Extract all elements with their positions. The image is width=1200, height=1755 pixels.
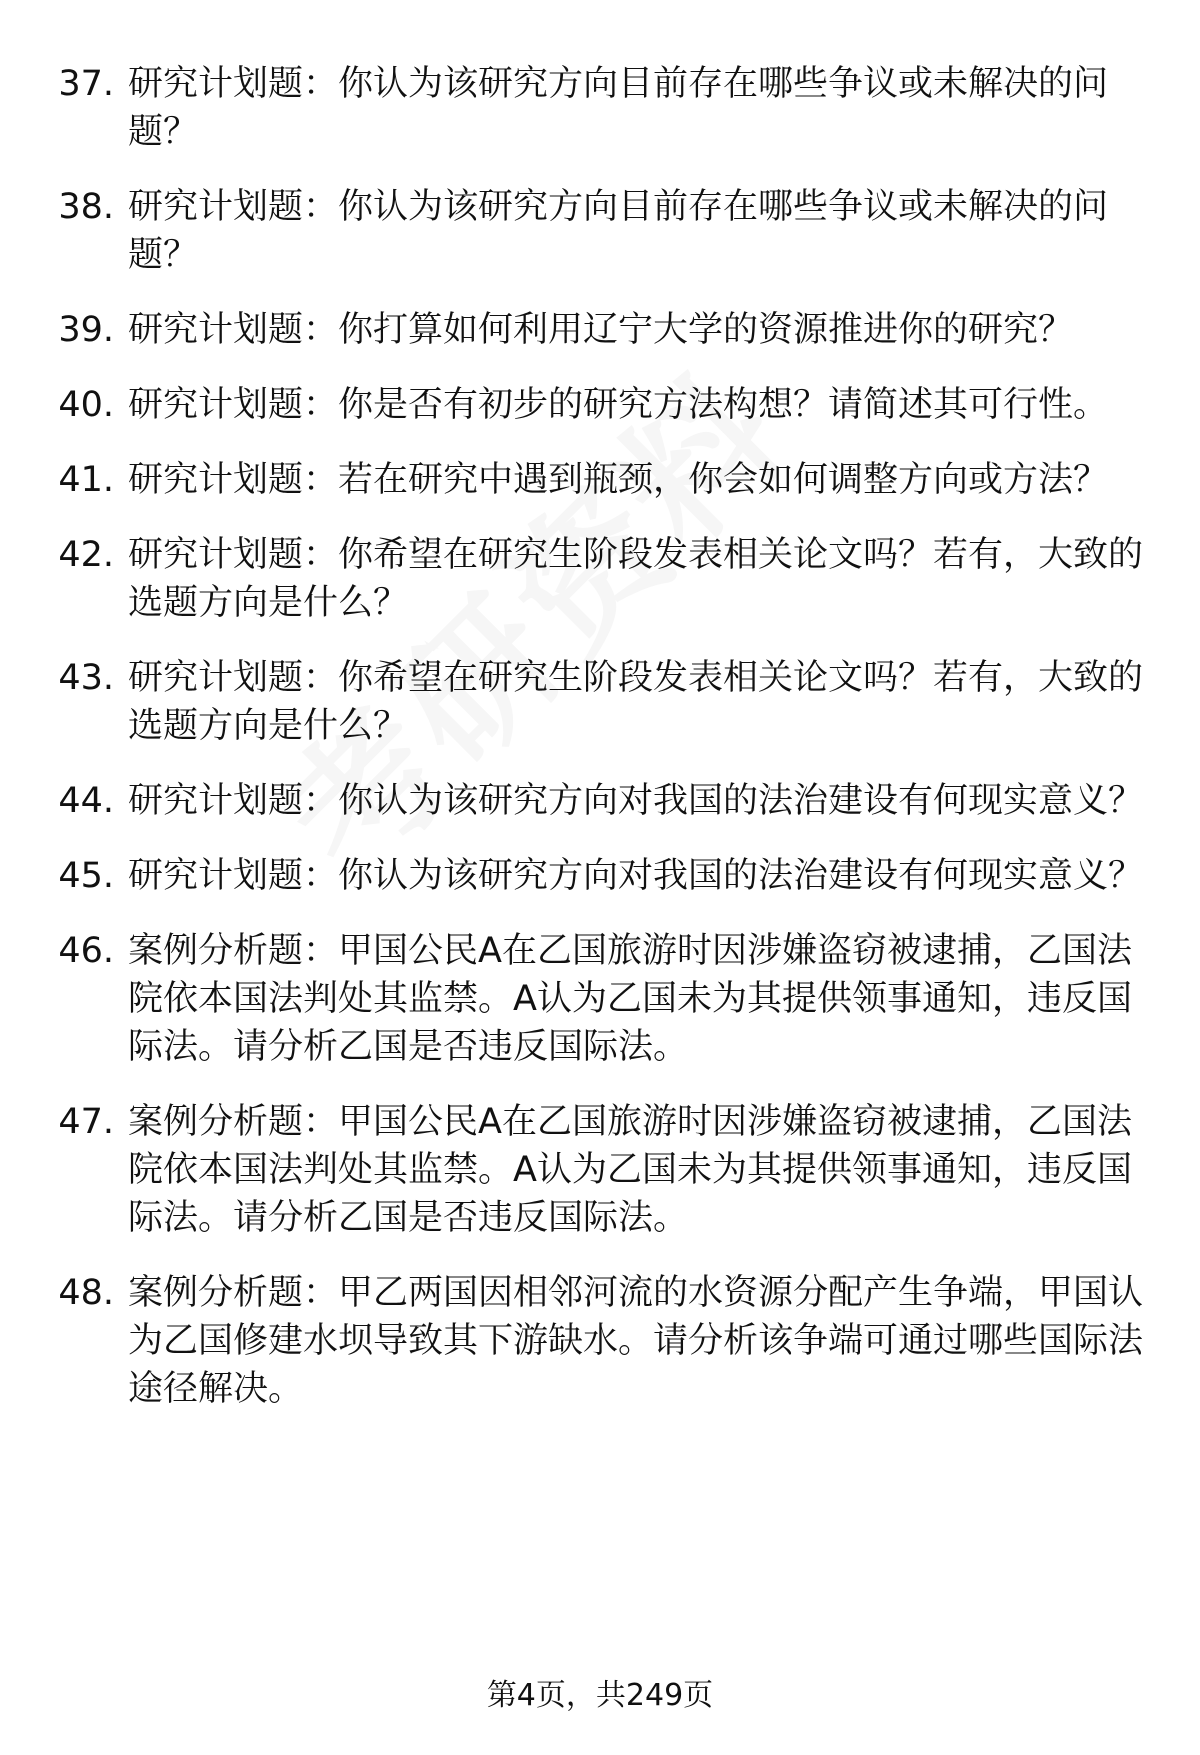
question-number: 41. bbox=[58, 460, 114, 500]
question-text: 研究计划题：你认为该研究方向对我国的法治建设有何现实意义？ bbox=[128, 781, 1144, 821]
list-item bbox=[50, 60, 1150, 156]
list-item bbox=[50, 654, 1150, 750]
question-text: 研究计划题：你认为该研究方向对我国的法治建设有何现实意义？ bbox=[128, 856, 1144, 896]
question-text: 案例分析题：甲乙两国因相邻河流的水资源分配产生争端，甲国认为乙国修建水坝导致其下游缺水。请分析该争端可通过哪些国际法途径解决。 bbox=[128, 1273, 1144, 1409]
question-text: 研究计划题：你是否有初步的研究方法构想？请简述其可行性。 bbox=[128, 385, 1109, 425]
question-number: 40. bbox=[58, 385, 114, 425]
list-item bbox=[50, 1098, 1150, 1242]
list-item bbox=[50, 927, 1150, 1071]
question-number: 46. bbox=[58, 931, 114, 971]
question-number: 37. bbox=[58, 64, 114, 104]
question-text: 研究计划题：你希望在研究生阶段发表相关论文吗？若有，大致的选题方向是什么？ bbox=[128, 535, 1144, 623]
page-footer: 第4页，共249页 bbox=[486, 1678, 714, 1713]
question-text: 研究计划题：你认为该研究方向目前存在哪些争议或未解决的问题？ bbox=[128, 64, 1109, 152]
question-text: 案例分析题：甲国公民A在乙国旅游时因涉嫌盗窃被逮捕，乙国法院依本国法判处其监禁。A认为乙国未为其提供领事通知，违反国际法。请分析乙国是否违反国际法。 bbox=[128, 1102, 1132, 1238]
list-item bbox=[50, 381, 1150, 429]
question-number: 43. bbox=[58, 658, 114, 698]
list-item bbox=[50, 777, 1150, 825]
question-number: 48. bbox=[58, 1273, 114, 1313]
question-number: 45. bbox=[58, 856, 114, 896]
question-number: 42. bbox=[58, 535, 114, 575]
list-item bbox=[50, 531, 1150, 627]
list-item bbox=[50, 456, 1150, 504]
question-list bbox=[50, 60, 1150, 1440]
question-number: 39. bbox=[58, 310, 114, 350]
list-item bbox=[50, 1269, 1150, 1413]
question-text: 研究计划题：你希望在研究生阶段发表相关论文吗？若有，大致的选题方向是什么？ bbox=[128, 658, 1144, 746]
question-text: 研究计划题：你打算如何利用辽宁大学的资源推进你的研究？ bbox=[128, 310, 1074, 350]
list-item bbox=[50, 852, 1150, 900]
question-text: 研究计划题：你认为该研究方向目前存在哪些争议或未解决的问题？ bbox=[128, 187, 1109, 275]
list-item bbox=[50, 306, 1150, 354]
question-text: 研究计划题：若在研究中遇到瓶颈，你会如何调整方向或方法？ bbox=[128, 460, 1109, 500]
list-item bbox=[50, 183, 1150, 279]
question-number: 47. bbox=[58, 1102, 114, 1142]
question-text: 案例分析题：甲国公民A在乙国旅游时因涉嫌盗窃被逮捕，乙国法院依本国法判处其监禁。A认为乙国未为其提供领事通知，违反国际法。请分析乙国是否违反国际法。 bbox=[128, 931, 1132, 1067]
question-number: 38. bbox=[58, 187, 114, 227]
question-number: 44. bbox=[58, 781, 114, 821]
